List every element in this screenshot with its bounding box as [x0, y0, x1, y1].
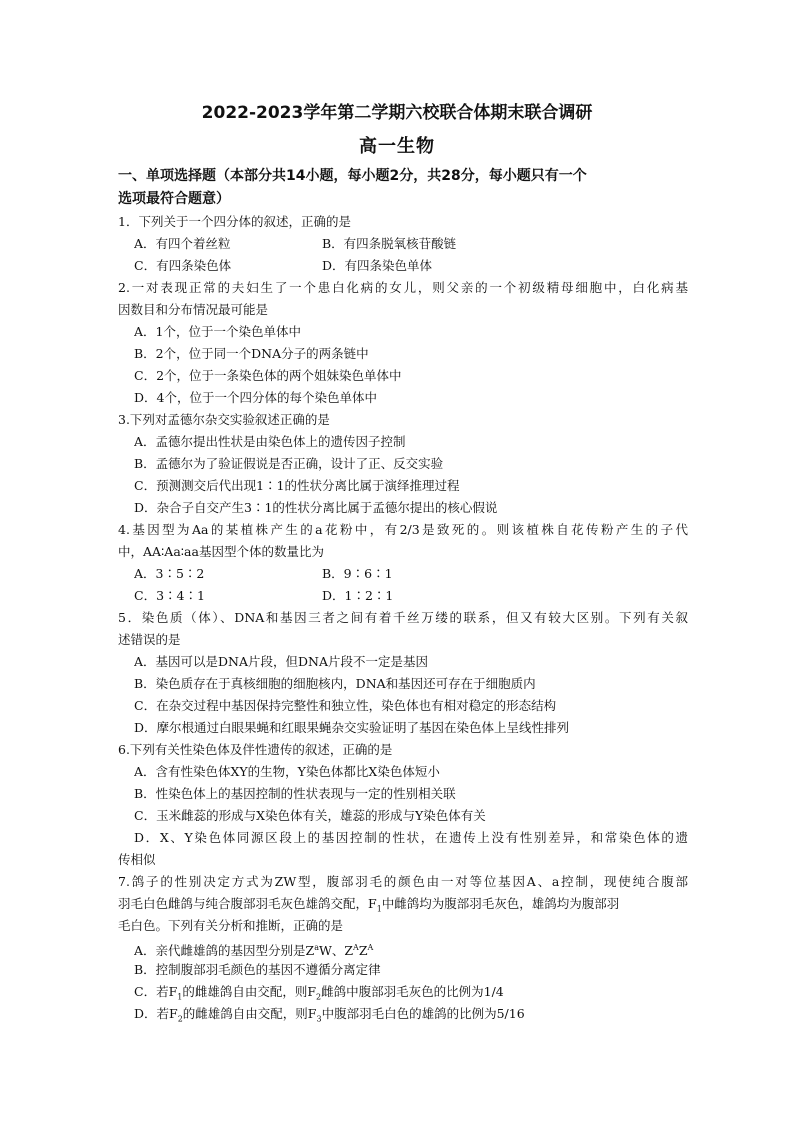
- q6-option-a: A．含有性染色体XY的生物，Y染色体都比X染色体短小: [134, 764, 440, 779]
- q5-option-b: B．染色质存在于真核细胞的细胞核内，DNA和基因还可存在于细胞质内: [134, 676, 536, 691]
- q5-stem-cont: 述错误的是: [118, 632, 181, 647]
- q2-option-d: D．4个，位于一个四分体的每个染色单体中: [134, 390, 377, 405]
- q1-option-d: D．有四条染色单体: [322, 258, 433, 273]
- section-heading-cont: 选项最符合题意）: [118, 191, 230, 207]
- q1-option-a: A．有四个着丝粒: [134, 236, 231, 251]
- q5-option-d: D．摩尔根通过白眼果蝇和红眼果蝇杂交实验证明了基因在染色体上呈线性排列: [134, 720, 570, 735]
- q3-option-c: C．预测测交后代出现1∶1的性状分离比属于演绎推理过程: [134, 478, 460, 493]
- q6-option-d-cont: 传相似: [118, 852, 156, 867]
- q7-option-d: D．若$F_2$的雌雄鸽自由交配，则$F_3$中腹部羽毛白色的雄鸽的比例为5/16: [134, 1006, 525, 1024]
- q3-stem: 3.下列对孟德尔杂交实验叙述正确的是: [118, 412, 330, 427]
- q3-option-b: B．孟德尔为了验证假说是否正确，设计了正、反交实验: [134, 456, 444, 471]
- subject-title: 高一生物: [359, 136, 435, 157]
- q7-option-b: B．控制腹部羽毛颜色的基因不遵循分离定律: [134, 962, 381, 977]
- exam-title: 2022-2023学年第二学期六校联合体期末联合调研: [201, 103, 593, 123]
- q3-option-a: A．孟德尔提出性状是由染色体上的遗传因子控制: [134, 434, 406, 449]
- q4-option-c: C．3∶4∶1: [134, 588, 205, 603]
- q2-option-b: B．2个，位于同一个DNA分子的两条链中: [134, 346, 369, 361]
- q5-option-a: A．基因可以是DNA片段，但DNA片段不一定是基因: [134, 654, 429, 669]
- q1-option-c: C．有四条染色体: [134, 258, 232, 273]
- q7-option-a: A．亲代雌雄鸽的基因型分别是$Z^aW$、$Z^AZ^A$: [134, 943, 374, 959]
- q4-option-d: D．1∶2∶1: [322, 588, 394, 603]
- q3-option-d: D．杂合子自交产生3∶1的性状分离比属于孟德尔提出的核心假说: [134, 500, 498, 515]
- q6-option-c: C．玉米雌蕊的形成与X染色体有关，雄蕊的形成与Y染色体有关: [134, 808, 486, 823]
- q2-option-c: C．2个，位于一条染色体的两个姐妹染色单体中: [134, 368, 402, 383]
- q5-stem: 5．染色质（体）、DNA和基因三者之间有着千丝万缕的联系，但又有较大区别。下列有关叙: [118, 610, 688, 625]
- q7-option-c: C．若$F_1$的雌雄鸽自由交配，则$F_2$雌鸽中腹部羽毛灰色的比例为1/4: [134, 984, 504, 1002]
- q1-stem: 1．下列关于一个四分体的叙述，正确的是: [118, 214, 351, 229]
- q2-option-a: A．1个，位于一个染色单体中: [134, 324, 301, 339]
- section-heading: 一、单项选择题（本部分共14小题，每小题2分，共28分，每小题只有一个: [118, 168, 587, 184]
- q1-option-b: B．有四条脱氧核苷酸链: [322, 236, 457, 251]
- q5-option-c: C．在杂交过程中基因保持完整性和独立性，染色体也有相对稳定的形态结构: [134, 698, 557, 713]
- q2-stem: 2.一对表现正常的夫妇生了一个患白化病的女儿，则父亲的一个初级精母细胞中，白化病基: [118, 280, 688, 295]
- q7-stem-cont: 羽毛白色雌鸽与纯合腹部羽毛灰色雄鸽交配，$F_1$中雌鸽均为腹部羽毛灰色，雄鸽均为腹部羽: [118, 896, 620, 914]
- q6-stem: 6.下列有关性染色体及伴性遗传的叙述，正确的是: [118, 742, 393, 757]
- q4-option-a: A．3∶5∶2: [134, 566, 205, 581]
- q4-stem-cont: 中，AA∶Aa∶aa基因型个体的数量比为: [118, 544, 324, 559]
- q4-option-b: B．9∶6∶1: [322, 566, 393, 581]
- q2-stem-cont: 因数目和分布情况最可能是: [118, 302, 269, 317]
- q7-stem-cont2: 毛白色。下列有关分析和推断，正确的是: [118, 918, 344, 933]
- q6-option-b: B．性染色体上的基因控制的性状表现与一定的性别相关联: [134, 786, 456, 801]
- q4-stem: 4.基因型为Aa的某植株产生的a花粉中，有2/3是致死的。则该植株自花传粉产生的子代: [118, 522, 688, 537]
- q7-stem: 7.鸽子的性别决定方式为ZW型，腹部羽毛的颜色由一对等位基因A、a控制，现使纯合腹部: [118, 874, 688, 889]
- q6-option-d: D．X、Y染色体同源区段上的基因控制的性状，在遗传上没有性别差异，和常染色体的遗: [134, 830, 688, 845]
